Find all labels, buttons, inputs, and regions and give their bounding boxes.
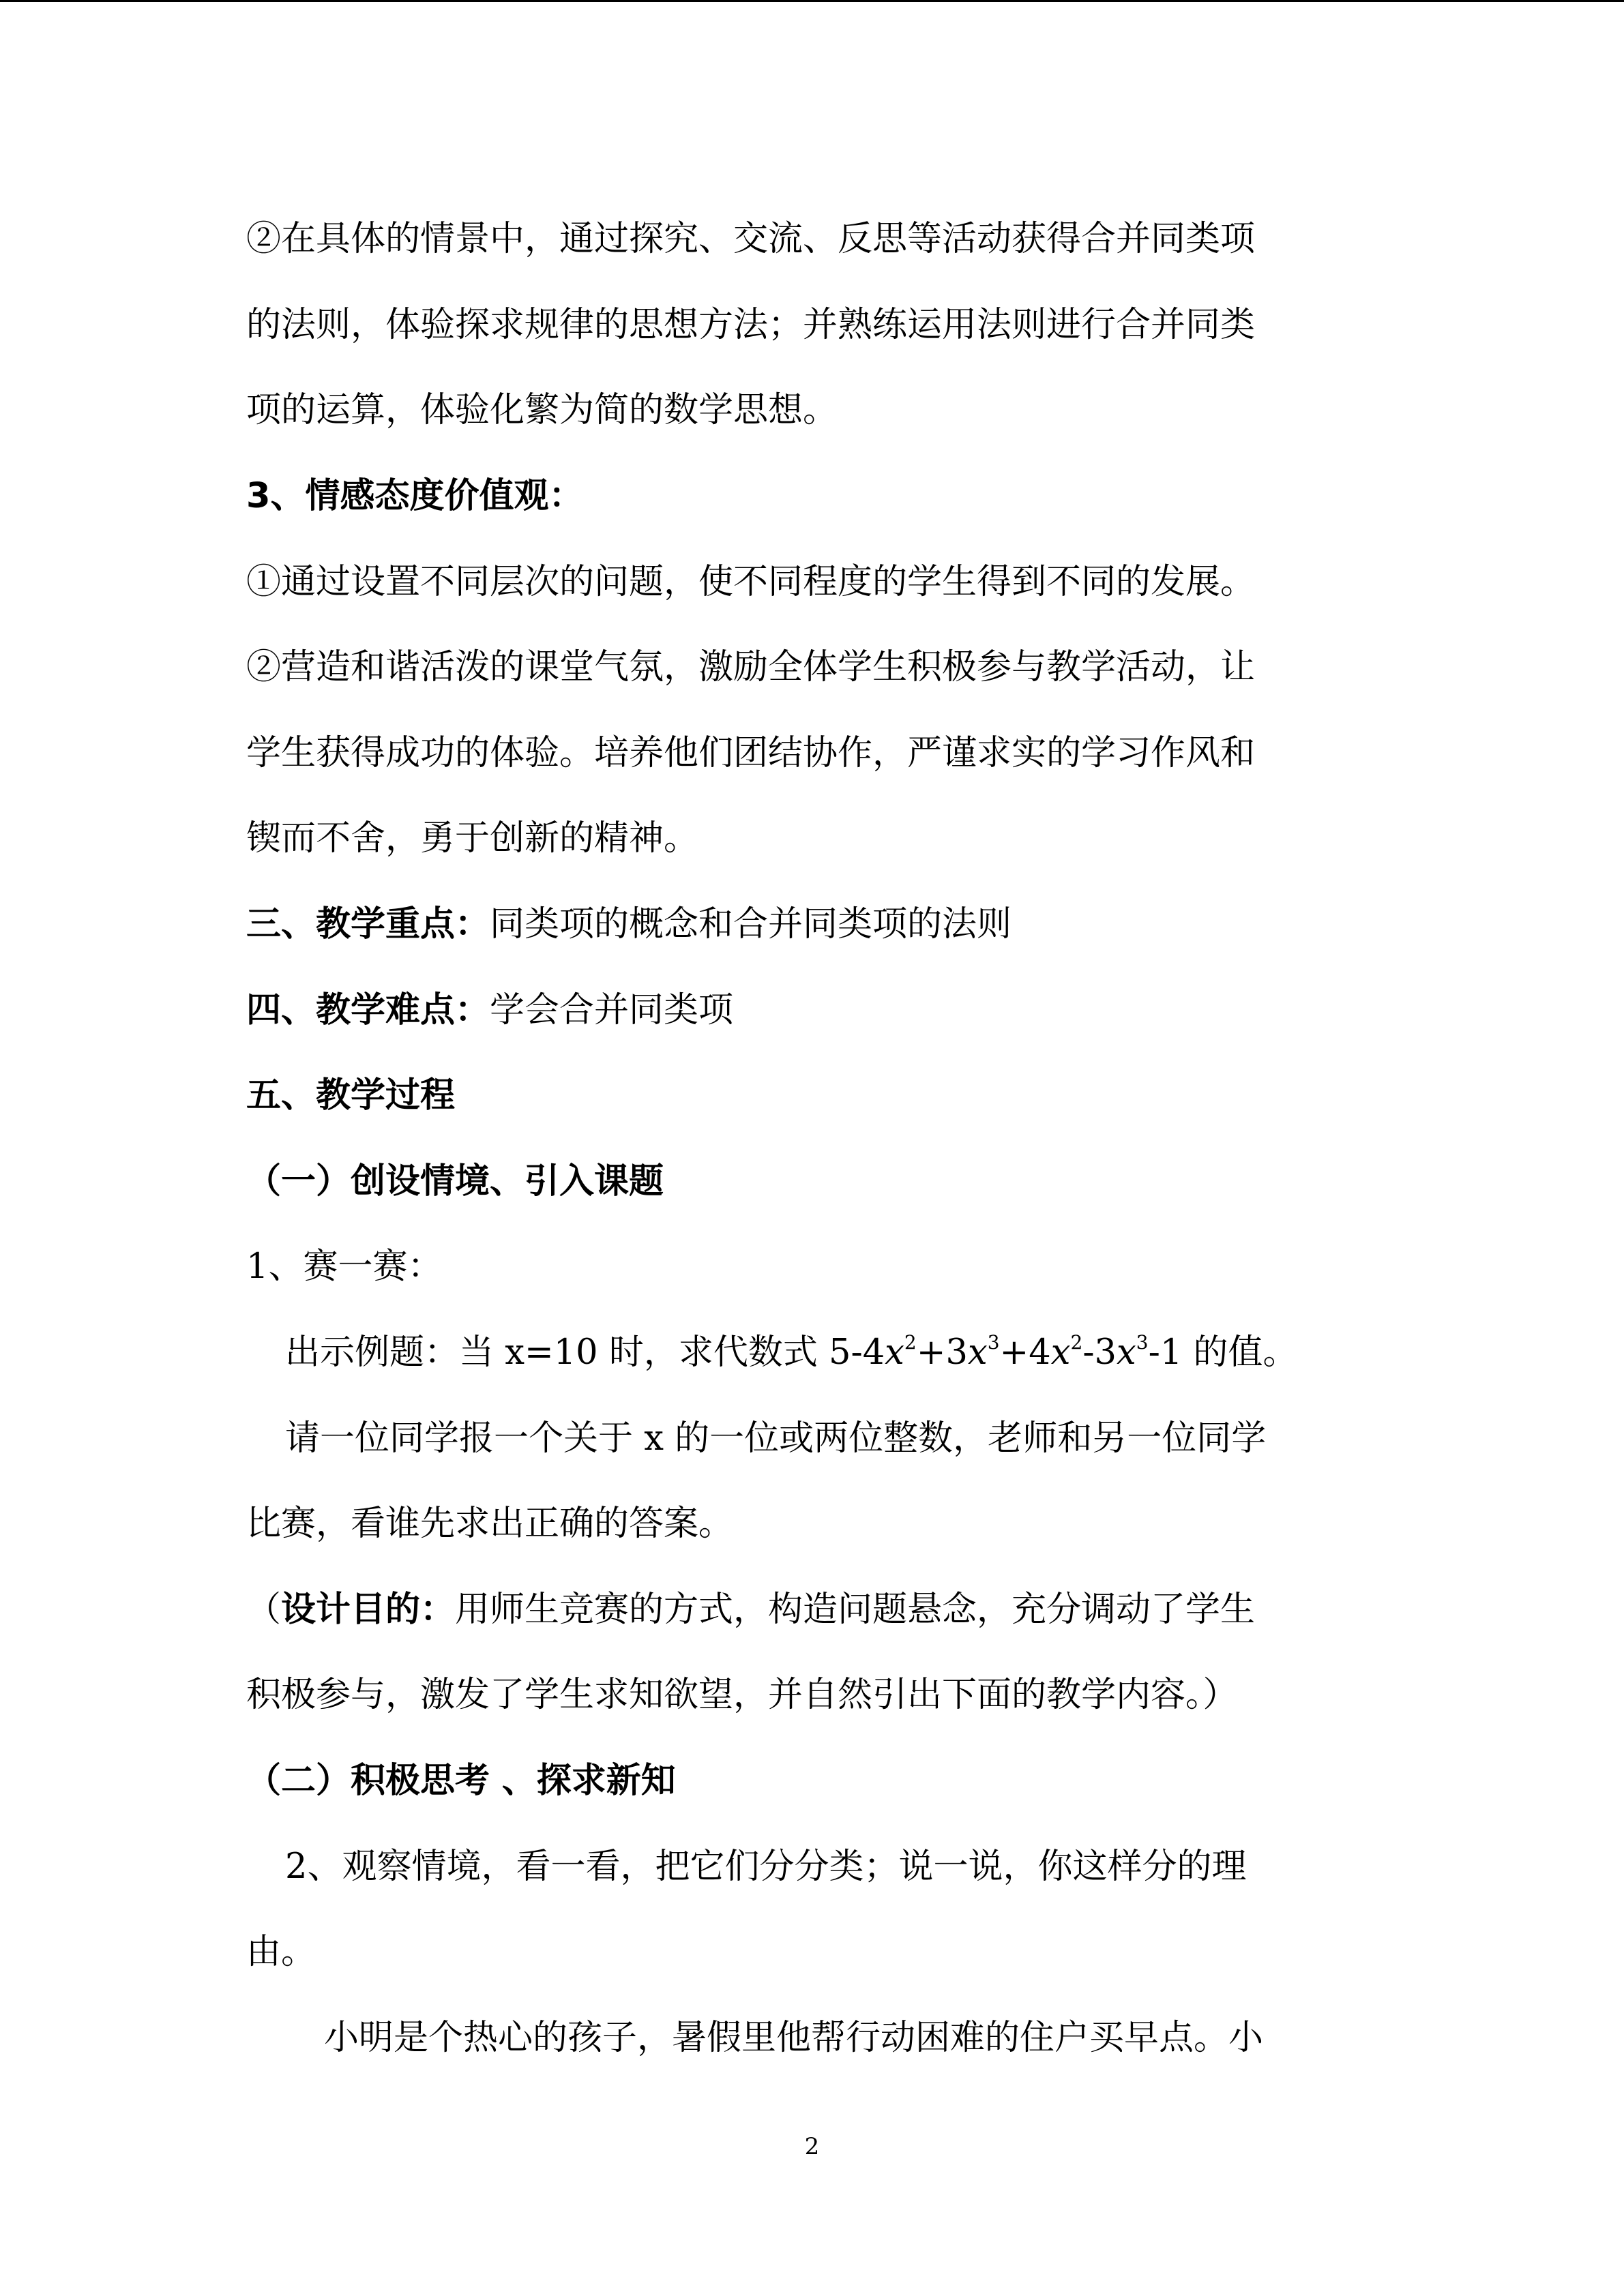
key-point-text: 同类项的概念和合并同类项的法则 xyxy=(490,904,1012,944)
design-purpose-text: 用师生竞赛的方式，构造问题悬念，充分调动了学生 xyxy=(455,1590,1256,1630)
paragraph-line: 积极参与，激发了学生求知欲望，并自然引出下面的教学内容。） xyxy=(246,1675,1238,1715)
paragraph-line: 请一位同学报一个关于 x 的一位或两位整数，老师和另一位同学 xyxy=(285,1418,1267,1459)
paragraph-line: 的法则，体验探求规律的思想方法；并熟练运用法则进行合并同类 xyxy=(246,305,1256,345)
key-point-label: 三、教学重点： xyxy=(246,904,490,944)
page-number: 2 xyxy=(804,2133,820,2160)
variable-x: x xyxy=(967,1332,988,1373)
example-line xyxy=(246,1328,1404,1377)
exponent: 3 xyxy=(987,1331,1000,1354)
example-prefix: 出示例题：当 x=10 时，求代数式 5-4 xyxy=(285,1332,885,1373)
open-paren: （ xyxy=(246,1590,282,1630)
variable-x: x xyxy=(1117,1332,1136,1373)
variable-x: x xyxy=(1050,1332,1071,1373)
subsection-heading: （二）积极思考 、探求新知 xyxy=(246,1761,676,1801)
paragraph-line: 1、赛一赛： xyxy=(246,1247,443,1287)
exponent: 3 xyxy=(1136,1331,1149,1354)
section-heading: 3、情感态度价值观： xyxy=(246,476,584,516)
operator-term: +4 xyxy=(999,1332,1051,1373)
paragraph-line: 项的运算，体验化繁为简的数学思想。 xyxy=(246,390,838,430)
subsection-heading: （一）创设情境、引入课题 xyxy=(246,1161,664,1202)
exponent: 2 xyxy=(904,1331,917,1354)
paragraph-line: 学生获得成功的体验。培养他们团结协作，严谨求实的学习作风和 xyxy=(246,733,1256,773)
top-border xyxy=(0,0,1624,2)
paragraph-line: 比赛，看谁先求出正确的答案。 xyxy=(246,1504,734,1544)
exponent: 2 xyxy=(1070,1331,1083,1354)
paragraph-line: ①通过设置不同层次的问题，使不同程度的学生得到不同的发展。 xyxy=(246,562,1256,602)
operator-term: +3 xyxy=(916,1332,968,1373)
variable-x: x xyxy=(885,1332,904,1373)
difficulty-text: 学会合并同类项 xyxy=(490,990,734,1030)
key-point-line xyxy=(246,900,1365,949)
difficulty-label: 四、教学难点： xyxy=(246,990,490,1030)
section-heading: 五、教学过程 xyxy=(246,1075,456,1116)
difficulty-line xyxy=(246,986,1365,1035)
paragraph-line: ②在具体的情景中，通过探究、交流、反思等活动获得合并同类项 xyxy=(246,219,1256,259)
design-purpose-label: 设计目的： xyxy=(281,1590,456,1630)
paragraph-line: 小明是个热心的孩子，暑假里他帮行动困难的住户买早点。小 xyxy=(324,2018,1264,2058)
operator-term: -3 xyxy=(1082,1332,1117,1373)
paragraph-line: 锲而不舍，勇于创新的精神。 xyxy=(246,818,699,859)
paragraph-line: 由。 xyxy=(246,1932,316,1972)
paragraph-line: 2、观察情境，看一看，把它们分分类；说一说，你这样分的理 xyxy=(285,1847,1247,1887)
design-purpose-line xyxy=(246,1585,1365,1635)
example-suffix: -1 的值。 xyxy=(1148,1332,1298,1373)
paragraph-line: ②营造和谐活泼的课堂气氛，激励全体学生积极参与教学活动，让 xyxy=(246,647,1256,687)
